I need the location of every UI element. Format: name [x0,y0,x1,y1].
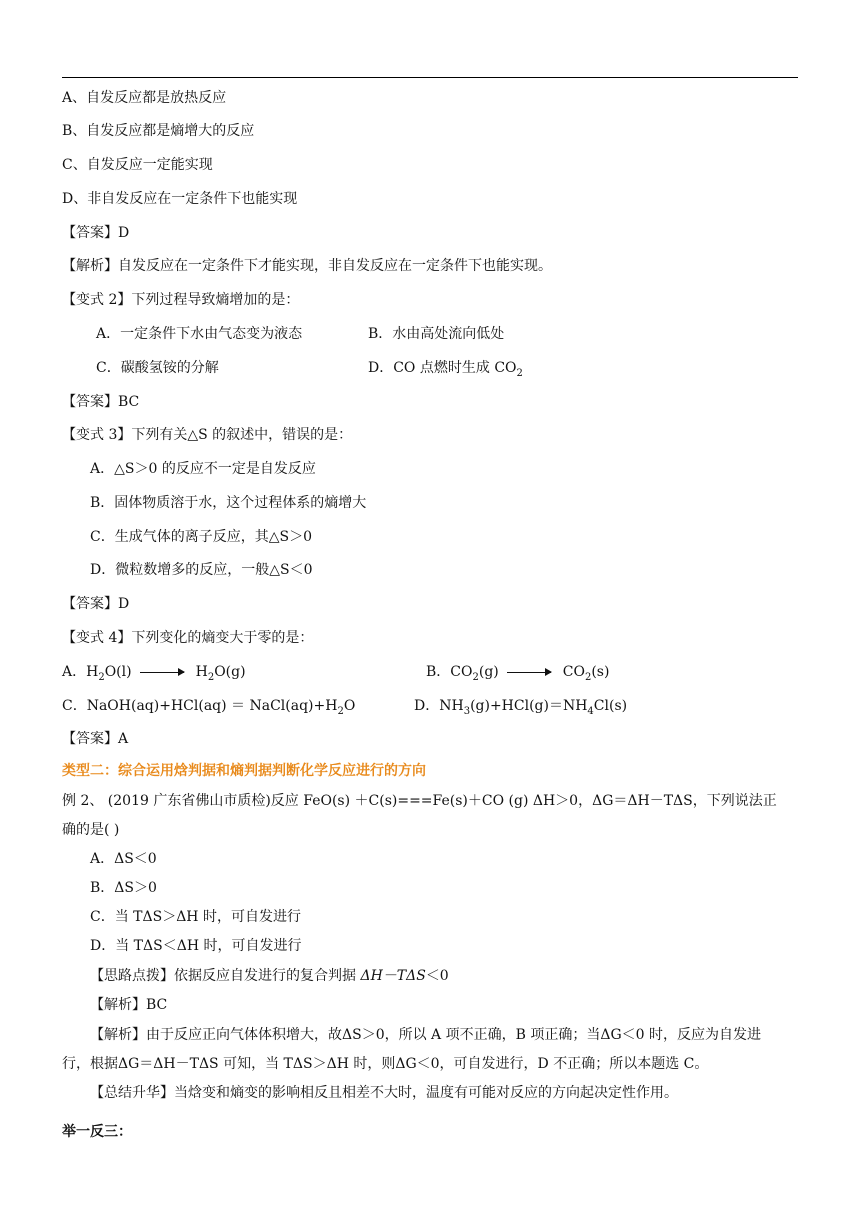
v4-option-b: B．$CO_2(g)$ $CO_2(s)$ [426,664,610,683]
v3-option-d: D．微粒数增多的反应，一般△S＜0 [90,562,313,578]
ex2-option-a: A．ΔS＜0 [90,851,157,867]
q1-analysis: 【解析】自发反应在一定条件下才能实现，非自发反应在一定条件下也能实现。 [62,258,552,274]
ex2-analysis-line2: 行，根据ΔG＝ΔH－TΔS 可知，当 TΔS＞ΔH 时，则ΔG＜0，可自发进行，D 不正确；所以本题选 C。 [62,1056,709,1072]
v4-option-d: D．$NH_3(g)+HCl(g)=NH_4Cl(s)$ [414,698,628,717]
v2-option-b: B．水由高处流向低处 [368,326,505,342]
v4-stem: 【变式 4】下列变化的熵变大于零的是： [62,630,314,646]
header-rule [62,77,798,78]
q1-option-c: C、自发反应一定能实现 [62,157,213,173]
practice-heading: 举一反三： [62,1124,132,1140]
ex2-stem-line1: 例 2、 (2019 广东省佛山市质检)反应 FeO(s) ＋C(s)===Fe(s)＋CO (g) ΔH＞0，ΔG＝ΔH－TΔS，下列说法正 [62,793,777,809]
ex2-option-d: D．当 TΔS＜ΔH 时，可自发进行 [90,938,302,954]
v3-option-c: C．生成气体的离子反应，其△S＞0 [90,529,312,545]
ex2-answer: 【解析】BC [90,997,168,1013]
v3-answer: 【答案】D [62,596,130,612]
ex2-option-b: B．ΔS＞0 [90,880,157,896]
ex2-option-c: C．当 TΔS＞ΔH 时，可自发进行 [90,909,301,925]
v3-option-b: B．固体物质溶于水，这个过程体系的熵增大 [90,495,367,511]
v4-answer: 【答案】A [62,731,129,747]
hint-formula: ΔH－TΔS [360,968,426,984]
q1-option-a: A、自发反应都是放热反应 [62,90,227,106]
reaction-arrow-icon [507,672,551,673]
q1-option-d: D、非自发反应在一定条件下也能实现 [62,191,298,207]
v3-stem: 【变式 3】下列有关△S 的叙述中，错误的是： [62,427,353,443]
ex2-summary: 【总结升华】当焓变和熵变的影响相反且相差不大时，温度有可能对反应的方向起决定性作用。 [90,1085,678,1101]
v2-option-d: D．CO 点燃时生成 $CO_2$ [368,360,523,379]
v4-option-a: A．$H_2O(l)$ $H_2O(g)$ [62,664,246,683]
v2-option-c: C．碳酸氢铵的分解 [96,360,219,376]
v3-option-a: A．△S＞0 的反应不一定是自发反应 [90,461,316,477]
q1-answer: 【答案】D [62,225,130,241]
q1-option-b: B、自发反应都是熵增大的反应 [62,123,255,139]
ex2-hint: 【思路点拨】依据反应自发进行的复合判据 ΔH－TΔS＜0 [90,968,449,984]
v2-stem: 【变式 2】下列过程导致熵增加的是： [62,292,300,308]
v4-option-c: C．NaOH(aq)+HCl(aq) ＝ $NaCl(aq)+H_2O$ [62,698,356,717]
ex2-stem-line2: 确的是( ) [62,822,120,838]
type2-heading: 类型二：综合运用焓判据和熵判据判断化学反应进行的方向 [62,763,426,779]
v2-answer: 【答案】BC [62,394,140,410]
reaction-arrow-icon [140,672,184,673]
v2-option-a: A．一定条件下水由气态变为液态 [96,326,303,342]
ex2-analysis-line1: 【解析】由于反应正向气体体积增大，故ΔS＞0，所以 A 项不正确，B 项正确；当ΔG＜0 时，反应为自发进 [90,1027,762,1043]
